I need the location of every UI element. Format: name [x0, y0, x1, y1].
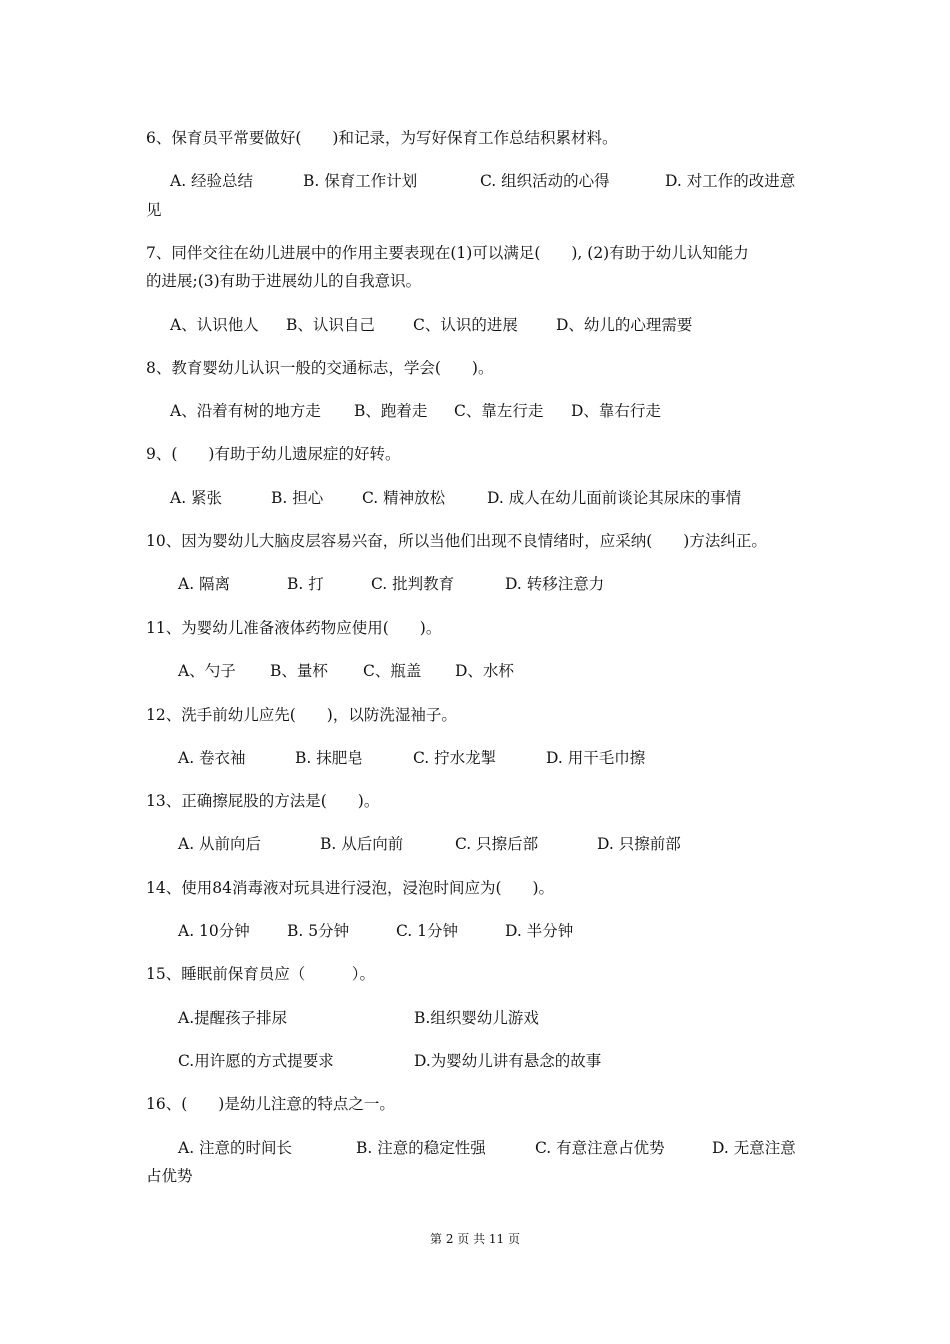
option-a: A、勺子 [178, 662, 236, 680]
option-b: B、认识自己 [286, 316, 375, 334]
option-c: C. 只擦后部 [455, 835, 539, 853]
question-stem: 16、( )是幼儿注意的特点之一。 [146, 1095, 395, 1113]
option-b: B. 5分钟 [287, 922, 350, 940]
question-stem: 12、洗手前幼儿应先( )，以防洗湿袖子。 [146, 706, 457, 724]
question-stem: 7、同伴交往在幼儿进展中的作用主要表现在(1)可以满足( ), (2)有助于幼儿认知能力 [146, 244, 749, 262]
option-c: C. 有意注意占优势 [535, 1139, 665, 1157]
option-b: B. 抹肥皂 [295, 749, 363, 767]
option-d: D. 对工作的改进意 [665, 172, 796, 190]
option-d: D.为婴幼儿讲有悬念的故事 [414, 1052, 602, 1070]
option-a: A. 卷衣袖 [178, 749, 246, 767]
option-a: A.提醒孩子排尿 [178, 1009, 288, 1027]
page-footer: 第 2 页 共 11 页 [430, 1232, 520, 1246]
question-stem: 8、教育婴幼儿认识一般的交通标志，学会( )。 [146, 359, 494, 377]
question-stem: 9、( )有助于幼儿遗尿症的好转。 [146, 445, 401, 463]
option-c: C. 批判教育 [371, 575, 455, 593]
option-b: B. 从后向前 [320, 835, 404, 853]
option-a: A. 经验总结 [170, 172, 254, 190]
option-d: D、靠右行走 [571, 402, 661, 420]
option-wrap: 见 [146, 201, 162, 219]
option-a: A. 从前向后 [178, 835, 262, 853]
option-a: A、认识他人 [170, 316, 259, 334]
option-d: D. 半分钟 [505, 922, 574, 940]
option-c: C、瓶盖 [363, 662, 422, 680]
option-c: C、靠左行走 [454, 402, 544, 420]
option-b: B. 保育工作计划 [303, 172, 418, 190]
question-stem-line-2: 的进展;(3)有助于进展幼儿的自我意识。 [146, 272, 422, 290]
option-c: C、认识的进展 [413, 316, 518, 334]
option-c: C.用许愿的方式提要求 [178, 1052, 334, 1070]
option-a: A、沿着有树的地方走 [170, 402, 321, 420]
question-stem: 10、因为婴幼儿大脑皮层容易兴奋，所以当他们出现不良情绪时，应采纳( )方法纠正。 [146, 532, 767, 550]
option-b: B、量杯 [270, 662, 328, 680]
option-c: C. 1分钟 [396, 922, 459, 940]
option-c: C. 拧水龙掣 [413, 749, 497, 767]
option-a: A. 注意的时间长 [178, 1139, 293, 1157]
question-stem: 13、正确擦屁股的方法是( )。 [146, 792, 380, 810]
question-stem: 11、为婴幼儿准备液体药物应使用( )。 [146, 619, 442, 637]
option-d: D. 成人在幼儿面前谈论其尿床的事情 [487, 489, 742, 507]
question-stem: 15、睡眠前保育员应（ ）。 [146, 965, 375, 983]
option-c: C. 精神放松 [362, 489, 446, 507]
option-a: A. 紧张 [170, 489, 223, 507]
option-b: B. 担心 [271, 489, 324, 507]
option-d: D、水杯 [455, 662, 514, 680]
question-stem: 14、使用84消毒液对玩具进行浸泡，浸泡时间应为( )。 [146, 879, 555, 897]
option-b: B.组织婴幼儿游戏 [414, 1009, 539, 1027]
option-d: D. 无意注意 [712, 1139, 796, 1157]
option-d: D. 用干毛巾擦 [546, 749, 646, 767]
option-d: D. 只擦前部 [597, 835, 681, 853]
option-b: B、跑着走 [354, 402, 428, 420]
option-a: A. 10分钟 [178, 922, 250, 940]
option-c: C. 组织活动的心得 [480, 172, 610, 190]
question-stem: 6、保育员平常要做好( )和记录，为写好保育工作总结积累材料。 [146, 129, 618, 147]
option-b: B. 打 [287, 575, 324, 593]
option-wrap: 占优势 [146, 1167, 193, 1185]
option-d: D. 转移注意力 [505, 575, 605, 593]
option-b: B. 注意的稳定性强 [356, 1139, 486, 1157]
option-a: A. 隔离 [178, 575, 231, 593]
option-d: D、幼儿的心理需要 [556, 316, 693, 334]
